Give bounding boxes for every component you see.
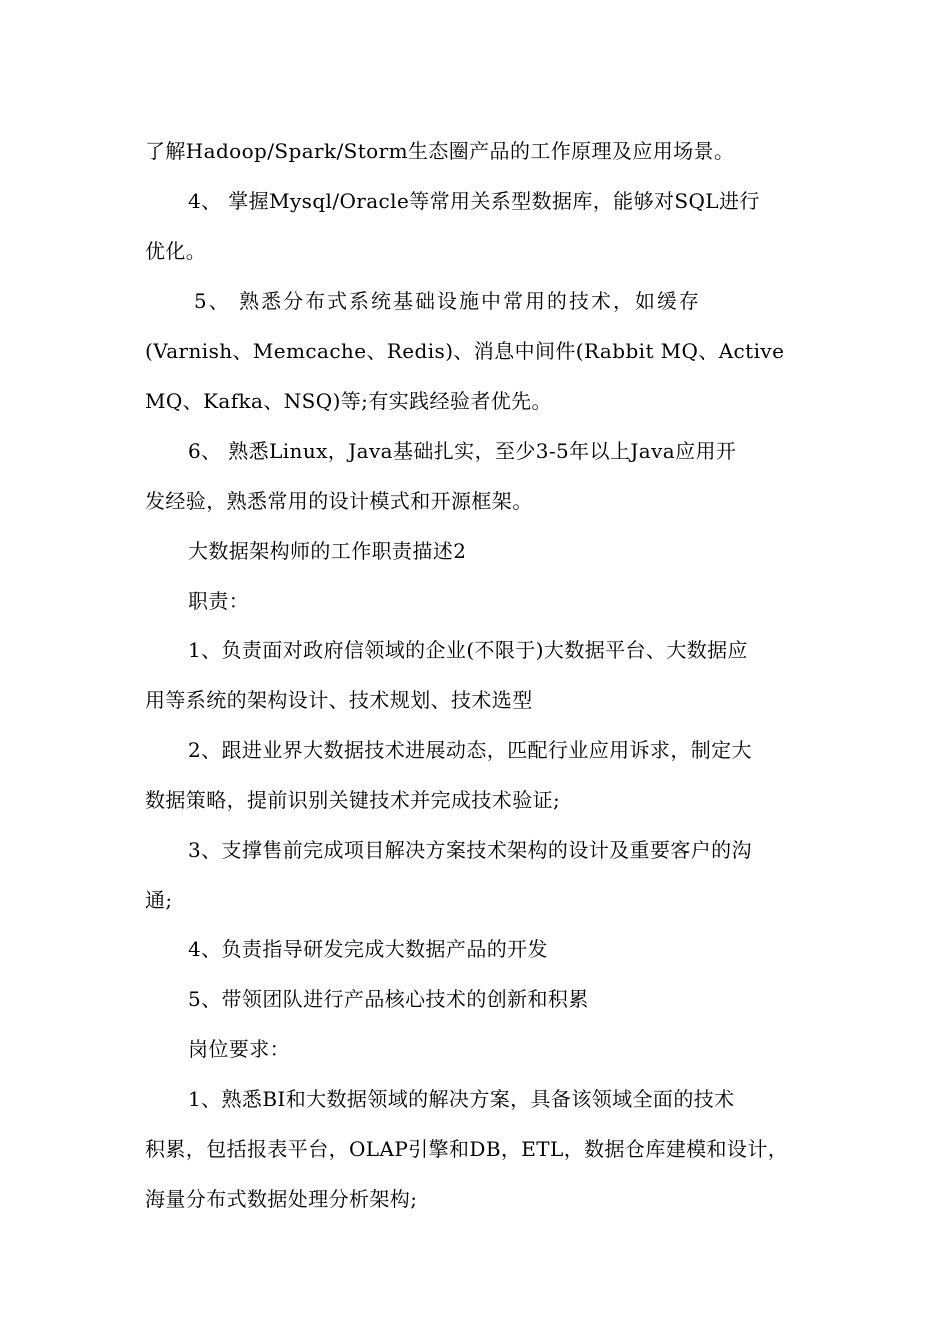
body-text-line: 海量分布式数据处理分析架构;	[145, 1187, 418, 1211]
body-text-line: 通;	[145, 888, 173, 912]
list-item-4: 4、 掌握Mysql/Oracle等常用关系型数据库，能够对SQL进行	[188, 189, 760, 213]
duty-item-5: 5、带领团队进行产品核心技术的创新和积累	[188, 987, 589, 1011]
list-item-6: 6、 熟悉Linux，Java基础扎实，至少3-5年以上Java应用开	[188, 439, 737, 463]
subheading-requirements: 岗位要求：	[188, 1037, 290, 1061]
body-text-line: MQ、Kafka、NSQ)等;有实践经验者优先。	[145, 389, 552, 413]
body-text-line: 发经验，熟悉常用的设计模式和开源框架。	[145, 489, 533, 513]
subheading-duties: 职责：	[188, 589, 250, 613]
body-text-line: 用等系统的架构设计、技术规划、技术选型	[145, 688, 533, 712]
body-text-line: 积累，包括报表平台，OLAP引擎和DB，ETL，数据仓库建模和设计，	[145, 1137, 789, 1161]
duty-item-2: 2、跟进业界大数据技术进展动态，匹配行业应用诉求，制定大	[188, 738, 752, 762]
body-text-line: 数据策略，提前识别关键技术并完成技术验证;	[145, 788, 561, 812]
list-item-5: 5、 熟悉分布式系统基础设施中常用的技术，如缓存	[194, 289, 701, 313]
body-text-line: 了解Hadoop/Spark/Storm生态圈产品的工作原理及应用场景。	[145, 139, 735, 163]
body-text-line: 优化。	[145, 239, 207, 263]
section-heading: 大数据架构师的工作职责描述2	[188, 539, 467, 563]
duty-item-4: 4、负责指导研发完成大数据产品的开发	[188, 937, 548, 961]
body-text-line: (Varnish、Memcache、Redis)、消息中间件(Rabbit MQ、Active	[145, 339, 785, 363]
duty-item-3: 3、支撑售前完成项目解决方案技术架构的设计及重要客户的沟	[188, 838, 752, 862]
duty-item-1: 1、负责面对政府信领域的企业(不限于)大数据平台、大数据应	[188, 638, 748, 662]
requirement-item-1: 1、熟悉BI和大数据领域的解决方案，具备该领域全面的技术	[188, 1087, 735, 1111]
